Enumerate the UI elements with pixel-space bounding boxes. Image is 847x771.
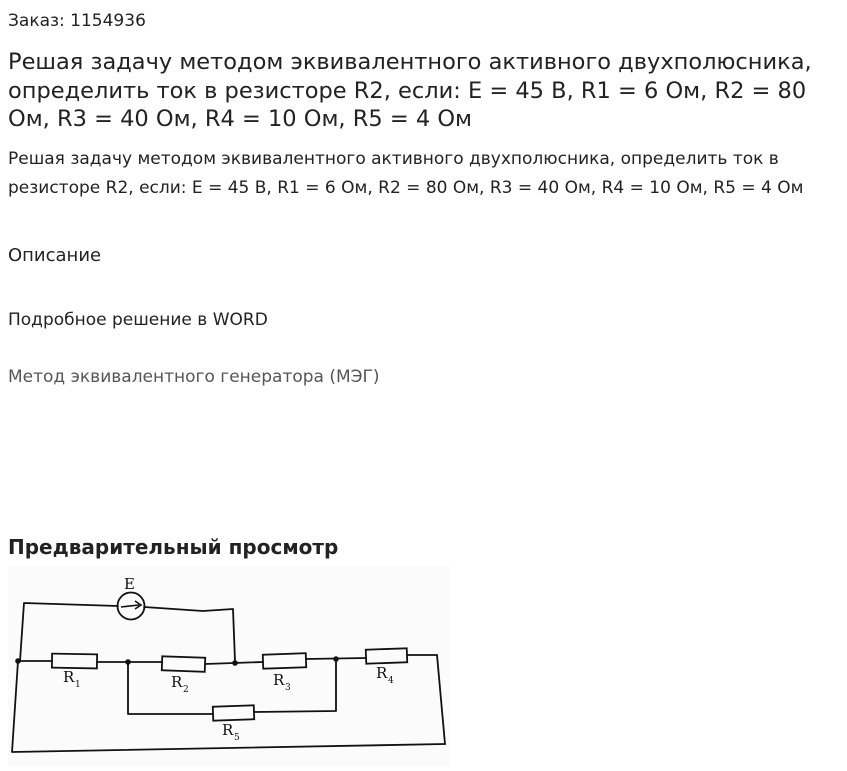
order-number: Заказ: 1154936 — [8, 11, 146, 31]
junction-node-3 — [232, 660, 238, 666]
preview-heading: Предварительный просмотр — [8, 535, 339, 559]
wire-right — [437, 655, 445, 744]
page-title: Решая задачу методом эквивалентного активного двухполюсника, определить ток в резисторе R2, если: E = 45 В, R1 = 6 Ом, R2 = 80 Ом, R3 = 40 Ом, R4 = 10 Ом, R5 = 4 Ом — [8, 49, 812, 132]
solution-format-text: Подробное решение в WORD — [8, 310, 268, 330]
circuit-preview-image — [8, 566, 450, 766]
voltage-source — [118, 593, 145, 620]
description-heading: Описание — [8, 245, 102, 266]
label-r1-letter: R — [63, 668, 75, 686]
method-text: Метод эквивалентного генератора (МЭГ) — [8, 367, 380, 387]
resistor-r1 — [52, 654, 97, 669]
label-r4-index: 4 — [388, 676, 394, 686]
junction-node-2 — [125, 659, 131, 665]
label-source-e: E — [124, 575, 135, 593]
junction-node-4 — [333, 656, 339, 662]
task-description: Решая задачу методом эквивалентного активного двухполюсника, определить ток в резисторе R2, если: E = 45 В, R1 = 6 Ом, R2 = 80 Ом, R3 = 40 Ом, R4 = 10 Ом, R5 = 4 Ом — [8, 149, 804, 198]
label-r2-index: 2 — [183, 685, 189, 695]
wire-source-right — [144, 607, 235, 661]
label-r4-letter: R — [376, 664, 388, 682]
wire-source-left — [20, 603, 118, 661]
label-r3-letter: R — [273, 671, 285, 689]
circuit-diagram — [8, 566, 450, 766]
label-r1-index: 1 — [75, 680, 81, 690]
junction-node-1 — [15, 658, 21, 664]
resistor-r2 — [162, 656, 205, 671]
label-r5-letter: R — [222, 721, 234, 739]
resistor-r5 — [213, 705, 254, 720]
label-r2-letter: R — [171, 673, 183, 691]
label-r5-index: 5 — [234, 733, 240, 743]
resistor-r3 — [263, 653, 306, 668]
resistor-r4 — [366, 648, 407, 663]
label-r3-index: 3 — [285, 683, 291, 693]
